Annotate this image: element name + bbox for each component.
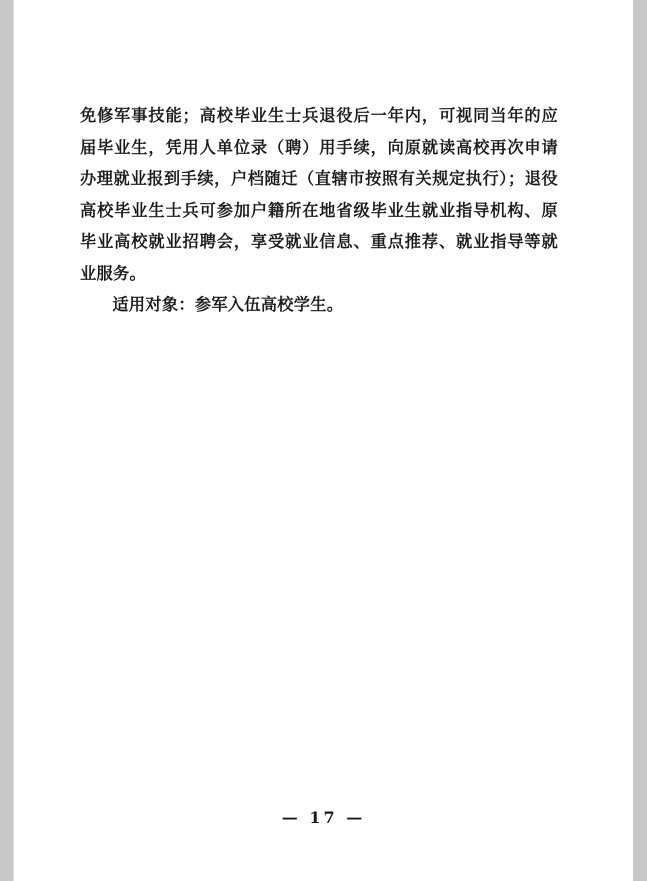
page-content — [80, 100, 558, 321]
body-paragraph-1: 免修军事技能；高校毕业生士兵退役后一年内，可视同当年的应届毕业生，凭用人单位录（聘）用手续，向原就读高校再次申请办理就业报到手续，户档随迁（直辖市按照有关规定执行）；退役高校毕业生士兵可参加户籍所在地省级毕业生就业指导机构、原毕业高校就业招聘会，享受就业信息、重点推荐、就业指导等就业服务。 — [80, 106, 558, 283]
page-number-footer: — 17 — — [281, 808, 366, 827]
canvas-right-margin — [633, 0, 647, 881]
body-paragraph-2: 适用对象：参军入伍高校学生。 — [112, 295, 344, 314]
canvas-left-margin — [0, 0, 14, 881]
document-page — [14, 0, 633, 881]
